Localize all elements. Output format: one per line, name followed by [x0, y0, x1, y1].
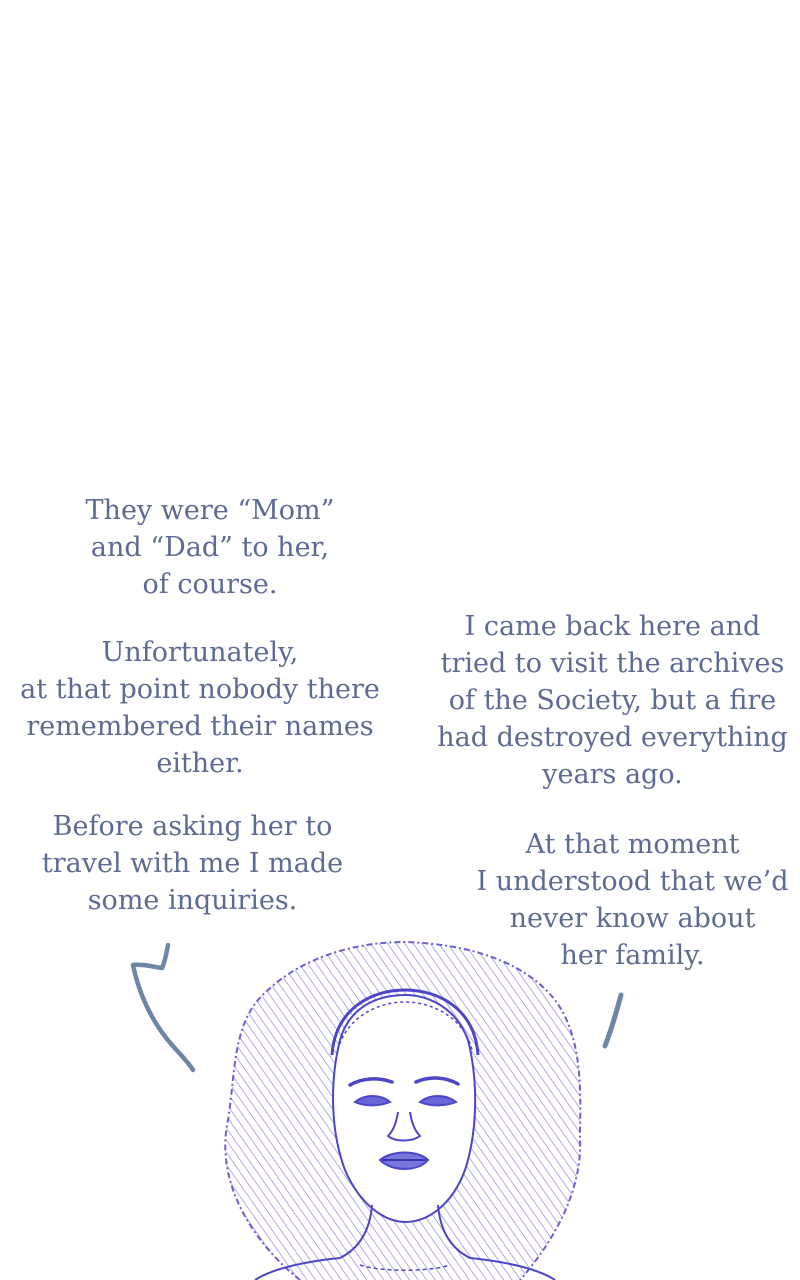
face-shape [333, 995, 475, 1222]
girl-sketch-illustration [0, 900, 800, 1280]
caption-line: never know about [509, 903, 756, 934]
caption-line: her family. [560, 940, 705, 971]
caption-line: I came back here and [464, 611, 761, 642]
caption-line: tried to visit the archives [440, 648, 785, 679]
caption-line: of the Society, but a fire [448, 685, 777, 716]
caption-line: I understood that we’d [476, 866, 789, 897]
narration-caption-archives [430, 608, 795, 793]
caption-line: They were “Mom” [85, 495, 335, 526]
caption-line: travel with me I made [41, 848, 344, 879]
caption-line: and “Dad” to her, [90, 532, 330, 563]
caption-line: years ago. [542, 759, 683, 790]
caption-line: of course. [142, 569, 278, 600]
caption-line: Unfortunately, [101, 637, 299, 668]
narration-caption-mom-dad [40, 492, 380, 603]
caption-line: remembered their names [26, 711, 374, 742]
caption-line: Before asking her to [52, 811, 333, 842]
caption-line: either. [156, 748, 244, 779]
caption-line: at that point nobody there [20, 674, 380, 705]
narration-caption-unfortunately [20, 634, 380, 782]
speech-tail-left [133, 945, 193, 1070]
caption-line: some inquiries. [87, 885, 298, 916]
caption-line: had destroyed everything [437, 722, 788, 753]
speech-tail-right [605, 995, 621, 1046]
caption-line: At that moment [525, 829, 740, 860]
